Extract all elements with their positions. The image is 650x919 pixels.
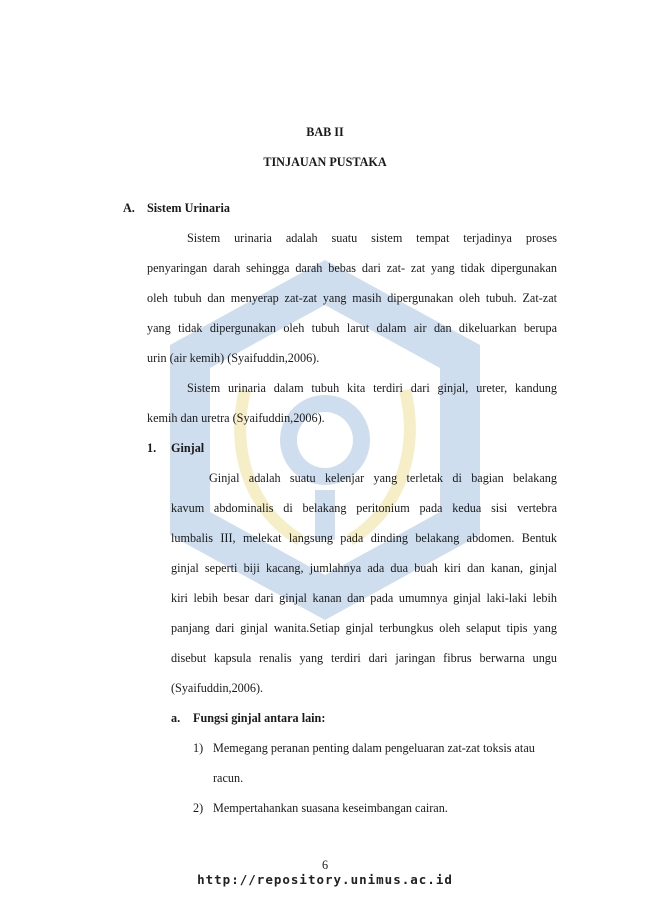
list-item-text: Mempertahankan suasana keseimbangan cairan. [213,801,448,815]
subsection-a-marker: a. [171,711,181,725]
list-item-marker: 1) [193,741,204,755]
list-item-marker: 2) [193,801,204,815]
chapter-number: BAB II [306,125,344,139]
list-item-text: Memegang peranan penting dalam pengeluaran zat-zat toksis atau [213,741,535,755]
page-number: 6 [321,858,329,872]
subsection-a-title: Fungsi ginjal antara lain: [193,711,326,725]
section-a-marker: A. [123,201,135,215]
chapter-title: TINJAUAN PUSTAKA [263,155,387,169]
list-item-text: racun. [213,771,244,785]
para1-line-last: urin (air kemih) (Syaifuddin,2006). [147,351,320,365]
subsection-1-title: Ginjal [171,441,205,455]
para3-line-last: (Syaifuddin,2006). [171,681,264,695]
repository-url: http://repository.unimus.ac.id [197,872,453,887]
para2-line-last: kemih dan uretra (Syaifuddin,2006). [147,411,325,425]
subsection-1-marker: 1. [147,441,157,455]
section-a-title: Sistem Urinaria [147,201,230,215]
